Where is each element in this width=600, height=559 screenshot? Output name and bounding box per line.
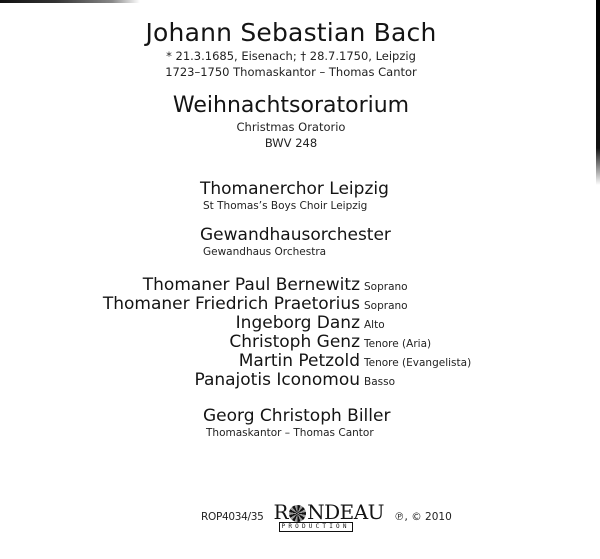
soloist-row <box>0 276 600 295</box>
conductor-block <box>203 406 390 440</box>
ensemble-choir <box>200 179 389 213</box>
soloist-row <box>0 295 600 314</box>
composer-header <box>140 18 442 80</box>
soloist-voice: Alto <box>364 319 385 331</box>
soloist-name: Ingeborg Danz <box>235 313 360 333</box>
label-logo <box>274 502 385 532</box>
soloist-voice: Tenore (Aria) <box>364 338 432 350</box>
conductor-name: Georg Christoph Biller <box>203 406 391 426</box>
soloist-voice: Tenore (Evangelista) <box>364 357 472 369</box>
soloist-row <box>0 314 600 333</box>
conductor-title: Thomaskantor – Thomas Cantor <box>206 427 374 439</box>
logo-wordmark <box>274 502 385 522</box>
work-subtitle: Christmas Oratorio <box>236 120 346 134</box>
soloist-voice: Soprano <box>364 281 408 293</box>
soloist-name: Panajotis Iconomou <box>194 370 360 390</box>
ensemble-name: Thomanerchor Leipzig <box>200 179 389 199</box>
composer-life-dates: * 21.3.1685, Eisenach; † 28.7.1750, Leipzig <box>166 49 416 63</box>
work-title: Weihnachtsoratorium <box>172 93 410 118</box>
soloist-name: Christoph Genz <box>229 332 360 352</box>
work-header <box>140 92 442 151</box>
ensemble-translation: Gewandhaus Orchestra <box>203 246 327 258</box>
logo-letter-r: R <box>273 500 289 524</box>
soloist-row <box>0 371 600 390</box>
soloist-voice: Basso <box>364 376 396 388</box>
footer <box>201 502 452 532</box>
disc-icon <box>289 505 306 522</box>
work-catalog: BWV 248 <box>264 136 318 150</box>
scan-edge-top <box>0 0 140 3</box>
scan-edge-right <box>596 0 600 185</box>
composer-role: 1723–1750 Thomaskantor – Thomas Cantor <box>165 65 417 79</box>
soloist-name: Thomaner Paul Bernewitz <box>142 275 360 295</box>
soloist-row <box>0 352 600 371</box>
soloist-row <box>0 333 600 352</box>
soloist-voice: Soprano <box>364 300 408 312</box>
soloist-name: Thomaner Friedrich Praetorius <box>102 294 360 314</box>
catalog-number: ROP4034/35 <box>201 511 264 523</box>
composer-name: Johann Sebastian Bach <box>145 18 437 47</box>
copyright-notice: ℗, © 2010 <box>394 511 452 523</box>
logo-subtitle: PRODUCTION <box>279 522 353 532</box>
soloist-name: Martin Petzold <box>238 351 360 371</box>
soloist-list <box>0 276 600 390</box>
ensemble-orchestra <box>200 225 391 259</box>
logo-letters: NDEAU <box>307 500 385 524</box>
ensemble-name: Gewandhausorchester <box>200 225 391 245</box>
ensemble-translation: St Thomas’s Boys Choir Leipzig <box>203 200 368 212</box>
